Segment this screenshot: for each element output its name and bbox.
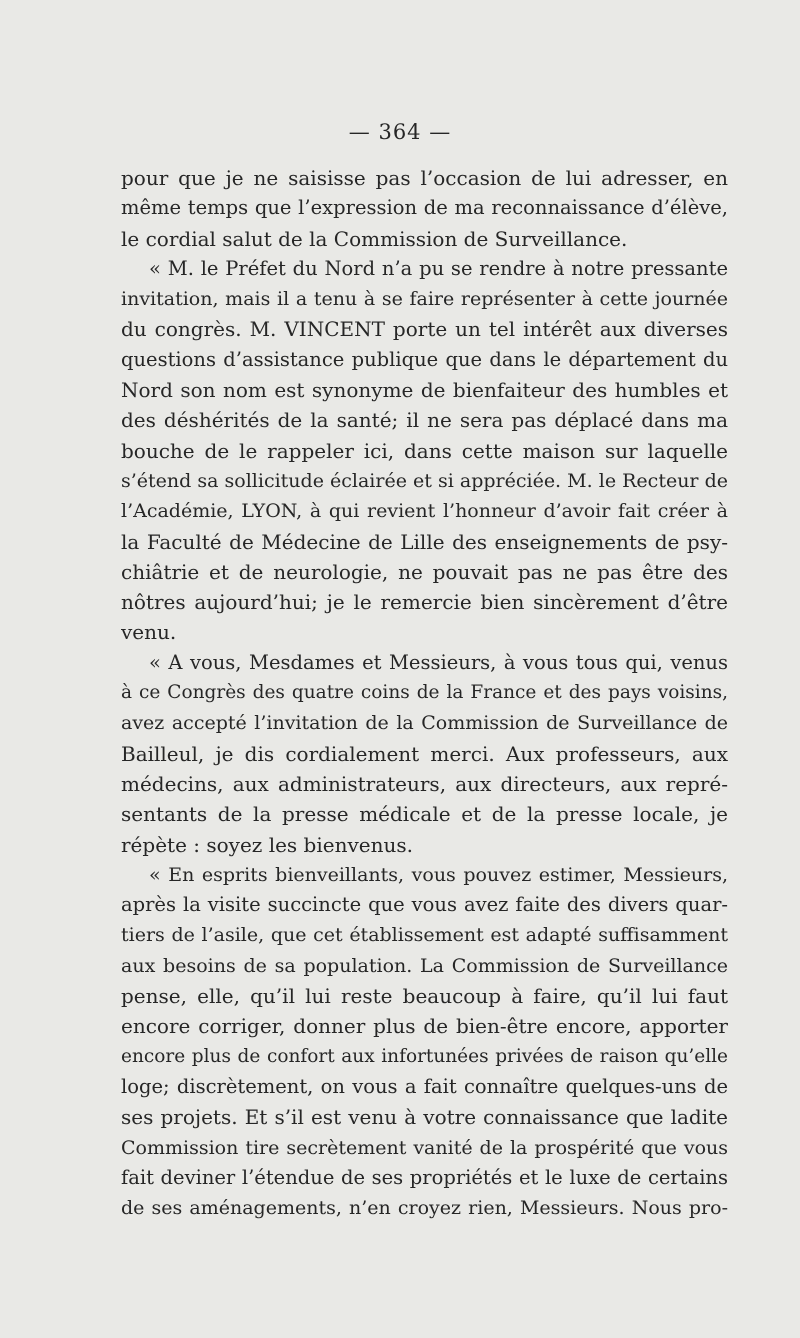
text-line: du congrès. M. VINCENT porte un tel intérêt aux diverses: [121, 317, 728, 342]
text-line: répète : soyez les bienvenus.: [121, 832, 413, 857]
text-line: de ses aménagements, n’en croyez rien, Messieurs. Nous pro-: [121, 1197, 728, 1220]
text-line: nôtres aujourd’hui; je le remercie bien sincèrement d’être: [121, 590, 728, 615]
text-line: chiâtrie et de neurologie, ne pouvait pas ne pas être des: [121, 559, 728, 584]
text-line: l’Académie, LYON, à qui revient l’honneur d’avoir fait créer à: [121, 500, 728, 523]
text-line: encore corriger, donner plus de bien-être encore, apporter: [121, 1014, 728, 1039]
text-line: « En esprits bienveillants, vous pouvez estimer, Messieurs,: [149, 863, 728, 886]
text-line: Commission tire secrètement vanité de la prospérité que vous: [121, 1136, 728, 1159]
text-line: des déshérités de la santé; il ne sera pas déplacé dans ma: [121, 408, 728, 433]
text-line: questions d’assistance publique que dans le département du: [121, 347, 728, 371]
text-line: médecins, aux administrateurs, aux directeurs, aux repré-: [121, 771, 728, 796]
text-line: avez accepté l’invitation de la Commission de Surveillance de: [121, 712, 728, 735]
text-line: la Faculté de Médecine de Lille des enseignements de psy-: [121, 529, 728, 554]
text-line: tiers de l’asile, que cet établissement est adapté suffisamment: [121, 924, 728, 947]
text-line: encore plus de confort aux infortunées privées de raison qu’elle: [121, 1045, 728, 1067]
text-line: après la visite succincte que vous avez faite des divers quar-: [121, 893, 728, 917]
text-line: fait deviner l’étendue de ses propriétés et le luxe de certains: [121, 1165, 728, 1189]
text-line: invitation, mais il a tenu à se faire représenter à cette journée: [121, 288, 728, 311]
text-line: « M. le Préfet du Nord n’a pu se rendre à notre pressante: [149, 256, 728, 280]
body-text: [121, 163, 728, 1223]
text-line: s’étend sa sollicitude éclairée et si appréciée. M. le Recteur de: [121, 469, 728, 492]
text-line: « A vous, Mesdames et Messieurs, à vous tous qui, venus: [149, 650, 728, 674]
text-line: venu.: [121, 620, 177, 645]
text-line: loge; discrètement, on vous a fait connaître quelques-uns de: [121, 1074, 728, 1098]
text-line: ses projets. Et s’il est venu à votre connaissance que ladite: [121, 1105, 728, 1130]
text-line: le cordial salut de la Commission de Surveillance.: [121, 226, 628, 251]
text-line: aux besoins de sa population. La Commission de Surveillance: [121, 954, 728, 977]
text-line: à ce Congrès des quatre coins de la France et des pays voisins,: [121, 682, 728, 704]
text-line: pense, elle, qu’il lui reste beaucoup à faire, qu’il lui faut: [121, 984, 728, 1009]
page-number: — 364 —: [348, 120, 452, 144]
text-line: sentants de la presse médicale et de la presse locale, je: [121, 802, 728, 827]
text-line: Bailleul, je dis cordialement merci. Aux professeurs, aux: [121, 741, 728, 766]
text-line: Nord son nom est synonyme de bienfaiteur des humbles et: [121, 378, 728, 403]
text-line: pour que je ne saisisse pas l’occasion de lui adresser, en: [121, 166, 728, 190]
text-line: même temps que l’expression de ma reconnaissance d’élève,: [121, 196, 728, 220]
text-line: bouche de le rappeler ici, dans cette maison sur laquelle: [121, 438, 728, 463]
